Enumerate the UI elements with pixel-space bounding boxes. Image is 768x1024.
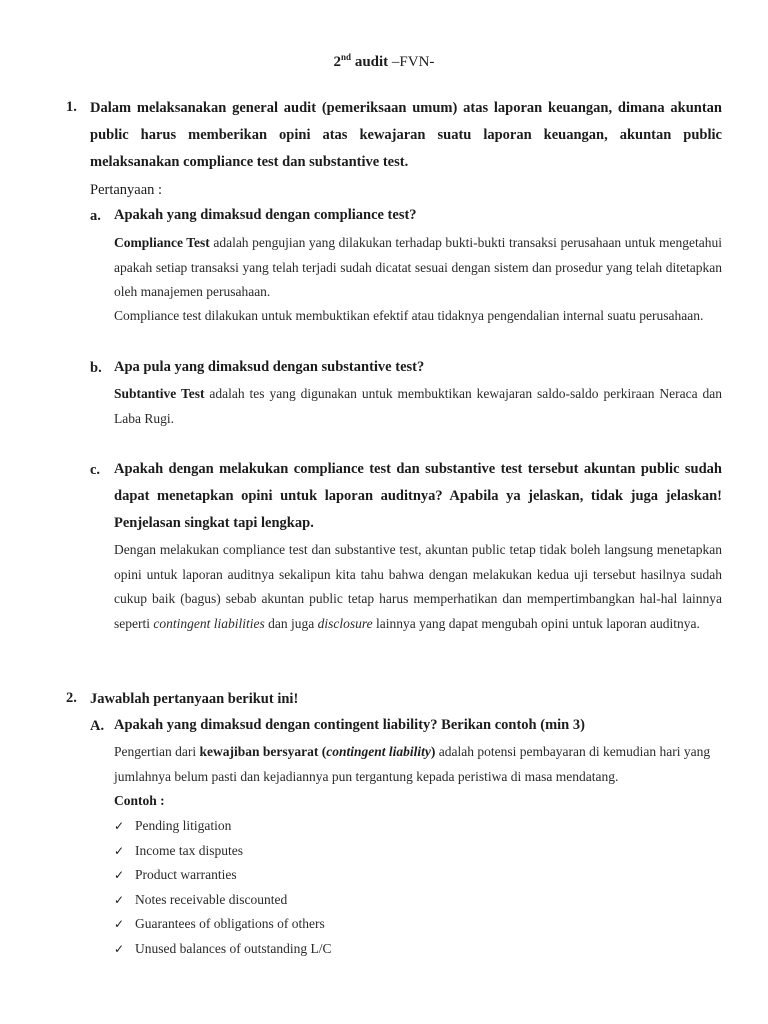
question-1b-text: Apa pula yang dimaksud dengan substantive test?: [114, 359, 425, 375]
answer-1a-term: Compliance Test: [114, 235, 210, 250]
answer-1b-term: Subtantive Test: [114, 386, 205, 401]
checkmark-icon: ✓: [114, 819, 125, 833]
answer-1c-part2: dan juga: [264, 615, 318, 631]
checkmark-icon: ✓: [114, 843, 125, 858]
title-number: 2: [333, 54, 342, 70]
question-2-text: Jawablah pertanyaan berikut ini!: [90, 691, 299, 707]
contoh-label: Contoh :: [114, 793, 165, 808]
question-1-text: Dalam melaksanakan general audit (pemeriksaan umum) atas laporan keuangan, dimana akuntan public harus memberikan opini atas kewajaran suatu laporan keuangan, akuntan public melaksanakan compliance test dan substantive test.: [90, 100, 722, 170]
answer-1c-italic2: disclosure: [317, 615, 373, 631]
list-item: [114, 937, 714, 962]
example-text: Unused balances of outstanding L/C: [135, 940, 332, 956]
list-item: [114, 863, 714, 888]
answer-1b: [114, 382, 722, 431]
answer-1c-part1: Dengan melakukan compliance test dan substantive test, akuntan public tetap tidak boleh langsung menetapkan opini untuk laporan auditnya sekalipun kita tahu bahwa dengan melakukan kedua uji tersebut hasilnya sudah cukup baik (bagus) sebab akuntan public tetap harus memperhatikan dan mempertimbangkan hal-hal lainnya seperti: [114, 542, 722, 631]
checkmark-icon: ✓: [114, 868, 125, 883]
answer-2A-part1: Pengertian dari: [114, 744, 200, 759]
title-code: –FVN-: [391, 54, 435, 70]
question-2-number: 2.: [66, 690, 77, 706]
question-2A-label: A.: [90, 718, 105, 734]
examples-checklist: [114, 814, 714, 962]
answer-2A-paren-close: ): [430, 744, 436, 759]
answer-2A-part2: adalah potensi pembayaran di kemudian hari yang jumlahnya belum pasti dan kejadiannya pun tergantung kepada peristiwa di masa mendatang.: [114, 744, 711, 784]
checkmark-icon: ✓: [114, 941, 125, 956]
list-item: [114, 839, 714, 864]
question-1a-label: a.: [90, 208, 101, 224]
answer-2A: [114, 740, 722, 789]
example-text: Product warranties: [135, 867, 237, 883]
checkmark-icon: ✓: [114, 892, 125, 907]
question-1c-label: c.: [90, 462, 101, 478]
question-1c-text: Apakah dengan melakukan compliance test dan substantive test tersebut akuntan public sudah dapat menetapkan opini untuk laporan auditnya? Apabila ya jelaskan, tidak juga jelaskan! Penjelasan singkat tapi lengkap.: [114, 461, 722, 531]
example-text: Pending litigation: [135, 818, 232, 833]
answer-1a-text2: Compliance test dilakukan untuk membuktikan efektif atau tidaknya pengendalian internal suatu perusahaan.: [114, 308, 704, 323]
list-item: [114, 814, 714, 839]
answer-1a-text: adalah pengujian yang dilakukan terhadap bukti-bukti transaksi perusahaan untuk mengetahui apakah setiap transaksi yang telah terjadi sudah dicatat sesuai dengan sistem dan prosedur yang telah ditetapkan oleh manajemen perusahaan.: [114, 235, 722, 299]
question-1-number: 1.: [66, 99, 77, 115]
pertanyaan-label: Pertanyaan :: [90, 182, 163, 198]
question-1a-text: Apakah yang dimaksud dengan compliance test?: [114, 207, 417, 223]
answer-1a: [114, 231, 722, 305]
question-1b-label: b.: [90, 360, 102, 376]
answer-1c: [114, 538, 722, 636]
page-title: [0, 46, 768, 73]
answer-1b-text: adalah tes yang digunakan untuk membuktikan kewajaran saldo-saldo perkiraan Neraca dan Laba Rugi.: [114, 386, 723, 426]
checkmark-icon: ✓: [114, 917, 125, 932]
list-item: [114, 888, 714, 913]
title-superscript: nd: [341, 52, 352, 62]
answer-1c-italic1: contingent liabilities: [153, 615, 265, 631]
example-text: Guarantees of obligations of others: [135, 916, 325, 932]
answer-1c-part3: lainnya yang dapat mengubah opini untuk laporan auditnya.: [372, 615, 700, 631]
example-text: Income tax disputes: [135, 842, 243, 858]
answer-2A-bold-italic: contingent liability: [326, 744, 431, 759]
answer-2A-bold: kewajiban bersyarat: [199, 744, 319, 759]
question-2A-text: Apakah yang dimaksud dengan contingent liability? Berikan contoh (min 3): [114, 717, 585, 733]
answer-2A-paren-open: (: [318, 744, 327, 759]
example-text: Notes receivable discounted: [135, 891, 288, 907]
title-audit: audit: [351, 54, 392, 70]
list-item: [114, 912, 714, 937]
